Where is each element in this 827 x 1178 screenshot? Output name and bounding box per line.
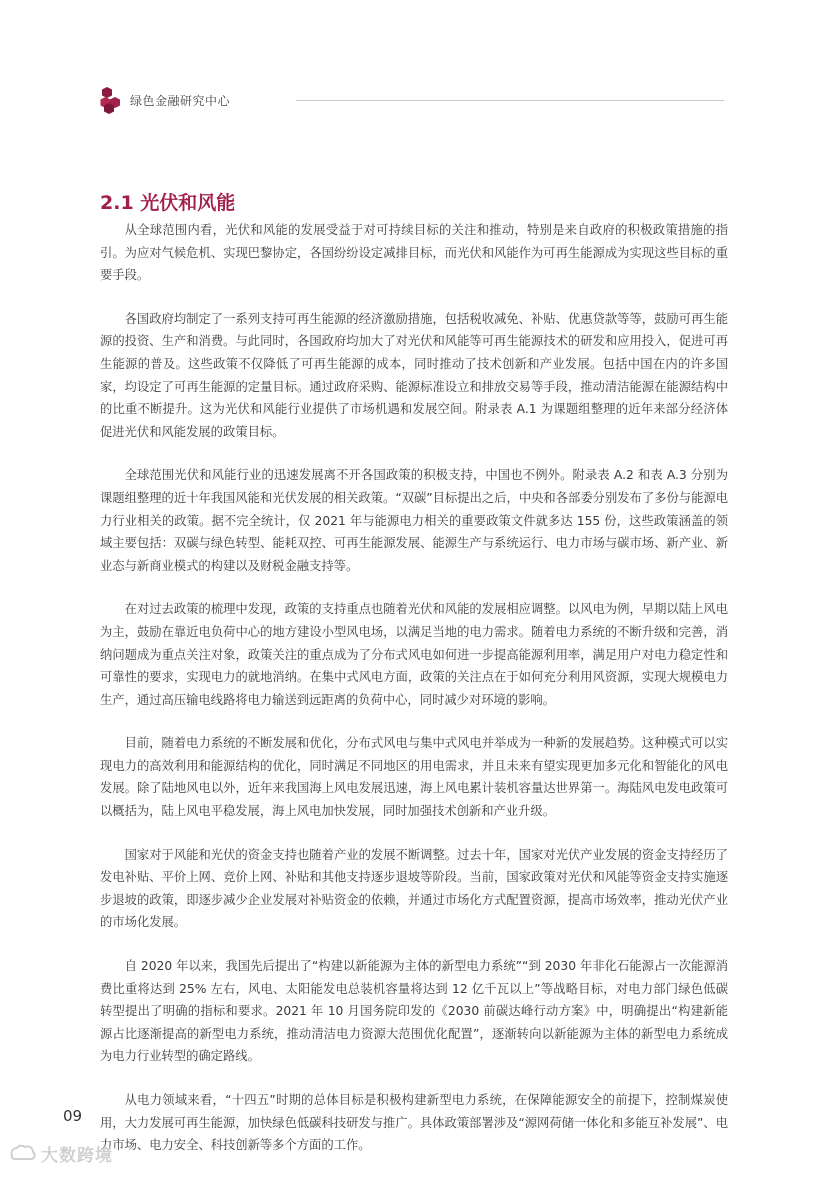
watermark-logo-icon <box>8 1143 38 1163</box>
page-number: 09 <box>63 1107 83 1125</box>
header-divider <box>296 100 724 101</box>
org-name: 绿色金融研究中心 <box>130 94 231 108</box>
body-text <box>100 219 728 1178</box>
paragraph: 从电力领域来看，“十四五”时期的总体目标是积极构建新型电力系统，在保障能源安全的前提下，控制煤炭使用，大力发展可再生能源，加快绿色低碳科技研发与推广。具体政策部署涉及“源网荷储一体化和多能互补发展”、电力市场、电力安全、科技创新等多个方面的工作。 <box>100 1093 728 1153</box>
paragraph: 在对过去政策的梳理中发现，政策的支持重点也随着光伏和风能的发展相应调整。以风电为例，早期以陆上风电为主，鼓励在靠近电负荷中心的地方建设小型风电场，以满足当地的电力需求。随着电力系统的不断升级和完善，消纳问题成为重点关注对象，政策关注的重点成为了分布式风电如何进一步提高能源利用率，满足用户对电力稳定性和可靠性的要求，实现电力的就地消纳。在集中式风电方面，政策的关注点在于如何充分利用风资源，实现大规模电力生产，通过高压输电线路将电力输送到远距离的负荷中心，同时减少对环境的影响。 <box>100 602 728 707</box>
paragraph: 各国政府均制定了一系列支持可再生能源的经济激励措施，包括税收减免、补贴、优惠贷款等等，鼓励可再生能源的投资、生产和消费。与此同时，各国政府均加大了对光伏和风能等可再生能源技术的研发和应用投入，促进可再生能源的普及。这些政策不仅降低了可再生能源的成本，同时推动了技术创新和产业发展。包括中国在内的许多国家，均设定了可再生能源的定量目标。通过政府采购、能源标准设立和排放交易等手段，推动清洁能源在能源结构中的比重不断提升。这为光伏和风能行业提供了市场机遇和发展空间。附录表 A.1 为课题组整理的近年来部分经济体促进光伏和风能发展的政策目标。 <box>100 311 728 439</box>
watermark <box>8 1142 113 1164</box>
page-header <box>100 86 724 114</box>
paragraph: 自 2020 年以来，我国先后提出了“构建以新能源为主体的新型电力系统”“到 2030 年非化石能源占一次能源消费比重将达到 25% 左右，风电、太阳能发电总装机容量将达到 12 亿千瓦以上”等战略目标，对电力部门绿色低碳转型提出了明确的指标和要求。2021 年 10 月国务院印发的《2030 前碳达峰行动方案》中，明确提出“构建新能源占比逐渐提高的新型电力系统，推动清洁电力资源大范围优化配置”，逐渐转向以新能源为主体的新型电力系统成为电力行业转型的确定路线。 <box>100 959 728 1064</box>
hexagon-logo-icon <box>100 86 122 114</box>
paragraph: 全球范围光伏和风能行业的迅速发展离不开各国政策的积极支持，中国也不例外。附录表 A.2 和表 A.3 分别为课题组整理的近十年我国风能和光伏发展的相关政策。“双碳”目标提出之后，中央和各部委分别发布了多份与能源电力行业相关的政策。据不完全统计，仅 2021 年与能源电力相关的重要政策文件就多达 155 份，这些政策涵盖的领域主要包括：双碳与绿色转型、能耗双控、可再生能源发展、能源生产与系统运行、电力市场与碳市场、新产业、新业态与新商业模式的构建以及财税金融支持等。 <box>100 468 728 573</box>
paragraph: 目前，随着电力系统的不断发展和优化，分布式风电与集中式风电并举成为一种新的发展趋势。这种模式可以实现电力的高效利用和能源结构的优化，同时满足不同地区的用电需求，并且未来有望实现更加多元化和智能化的风电发展。除了陆地风电以外，近年来我国海上风电发展迅速，海上风电累计装机容量达世界第一。海陆风电发电政策可以概括为，陆上风电平稳发展，海上风电加快发展，同时加强技术创新和产业升级。 <box>100 736 728 819</box>
paragraph: 国家对于风能和光伏的资金支持也随着产业的发展不断调整。过去十年，国家对光伏产业发展的资金支持经历了发电补贴、平价上网、竞价上网、补贴和其他支持逐步退坡等阶段。当前，国家政策对光伏和风能等资金支持实施逐步退坡的政策，即逐步减少企业发展对补贴资金的依赖，并通过市场化方式配置资源，提高市场效率，推动光伏产业的市场化发展。 <box>100 847 728 930</box>
watermark-text: 大数跨境 <box>41 1145 113 1166</box>
paragraph: 从全球范围内看，光伏和风能的发展受益于对可持续目标的关注和推动，特别是来自政府的积极政策措施的指引。为应对气候危机、实现巴黎协定，各国纷纷设定减排目标，而光伏和风能作为可再生能源成为实现这些目标的重要手段。 <box>100 223 728 283</box>
section-title: 2.1 光伏和风能 <box>100 192 236 214</box>
